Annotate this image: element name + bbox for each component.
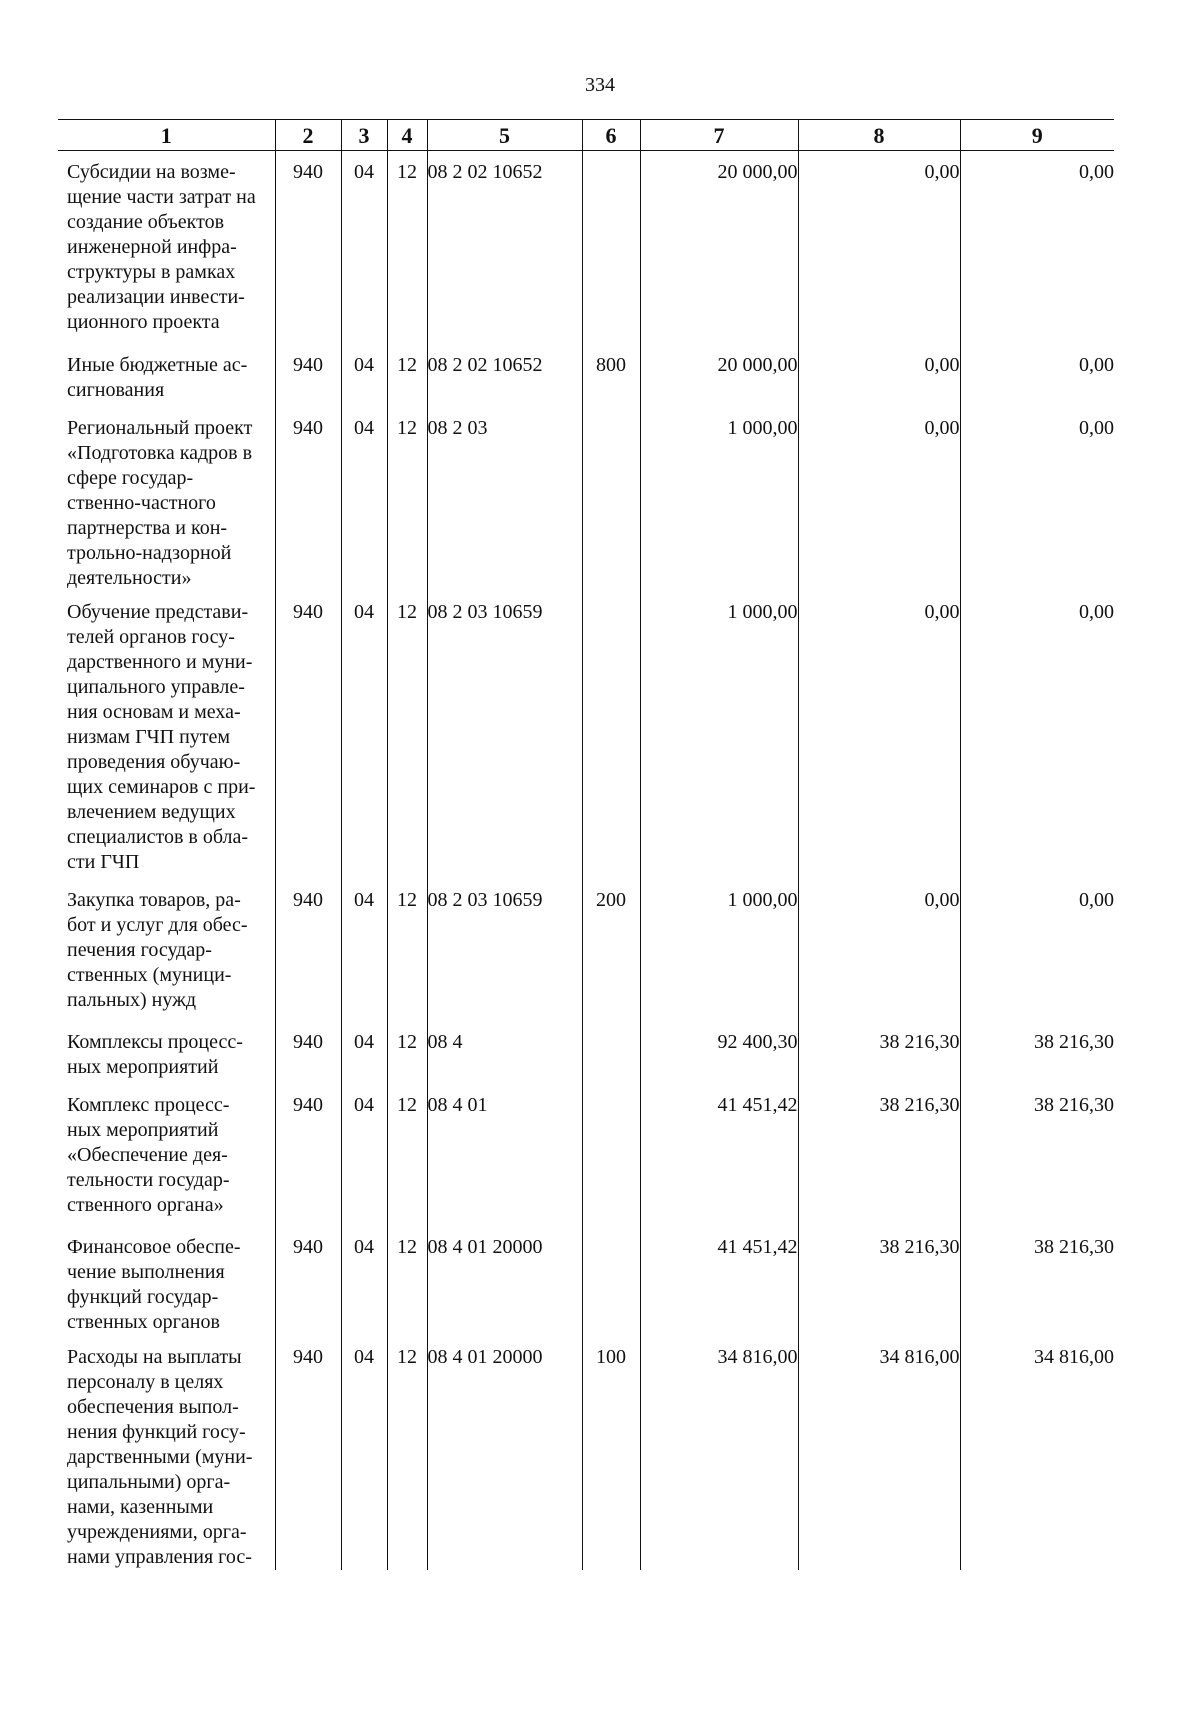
budget-code-cell: 940 [275, 1021, 341, 1084]
budget-table [58, 119, 1114, 1570]
expense-type-cell [582, 151, 640, 344]
subsection-cell: 12 [387, 1084, 427, 1226]
expense-type-cell: 800 [582, 344, 640, 407]
description-line: телей органов госу- [67, 625, 235, 648]
amount-2024-cell: 34 816,00 [640, 1336, 798, 1570]
description-line: ственных (муници- [67, 963, 232, 986]
expense-type-cell [582, 591, 640, 879]
description-line: ных мероприятий [67, 1055, 219, 1078]
amount-2025-cell: 0,00 [798, 879, 960, 1021]
amount-2026-cell: 0,00 [960, 591, 1114, 879]
amount-2026-cell: 0,00 [960, 151, 1114, 344]
description-line: «Подготовка кадров в [67, 441, 253, 464]
target-article-cell: 08 2 03 [427, 407, 582, 591]
description-line: создание объектов [67, 211, 225, 233]
description-cell [58, 407, 275, 591]
description-line: низмам ГЧП путем [67, 725, 231, 748]
description-line: Субсидии на возме- [67, 161, 236, 183]
subsection-cell: 12 [387, 1336, 427, 1570]
column-header: 4 [387, 120, 427, 151]
section-cell: 04 [341, 1084, 387, 1226]
column-header: 9 [960, 120, 1114, 151]
description-cell [58, 1226, 275, 1336]
subsection-cell: 12 [387, 879, 427, 1021]
description-line: сти ГЧП [67, 850, 140, 873]
description-line: ных мероприятий [67, 1118, 219, 1141]
budget-code-cell: 940 [275, 1336, 341, 1570]
amount-2024-cell: 1 000,00 [640, 591, 798, 879]
budget-code-cell: 940 [275, 591, 341, 879]
expense-type-cell: 200 [582, 879, 640, 1021]
description-line: Региональный проект [67, 416, 253, 439]
section-cell: 04 [341, 879, 387, 1021]
description-cell [58, 151, 275, 344]
description-line: персоналу в целях [67, 1370, 224, 1393]
description-line: деятельности» [67, 566, 192, 589]
subsection-cell: 12 [387, 151, 427, 344]
table-row [58, 1226, 1114, 1336]
table-row [58, 344, 1114, 407]
description-cell [58, 879, 275, 1021]
amount-2025-cell: 38 216,30 [798, 1226, 960, 1336]
description-cell [58, 1021, 275, 1084]
description-line: ния основам и меха- [67, 700, 241, 723]
description-line: Комплекс процесс- [67, 1093, 230, 1116]
description-line: «Обеспечение дея- [67, 1143, 228, 1166]
column-header: 1 [58, 120, 275, 151]
budget-code-cell: 940 [275, 151, 341, 344]
target-article-cell: 08 4 01 20000 [427, 1226, 582, 1336]
description-line: щение части затрат на [67, 186, 256, 208]
description-line: обеспечения выпол- [67, 1395, 239, 1418]
description-line: нами, казенными [67, 1495, 214, 1518]
description-line: функций государ- [67, 1285, 219, 1308]
description-line: тельности государ- [67, 1168, 230, 1191]
description-line: нения функций госу- [67, 1420, 246, 1443]
description-line: партнерства и кон- [67, 516, 228, 539]
subsection-cell: 12 [387, 344, 427, 407]
amount-2024-cell: 1 000,00 [640, 407, 798, 591]
description-line: ципального управле- [67, 675, 245, 698]
amount-2026-cell: 38 216,30 [960, 1021, 1114, 1084]
section-cell: 04 [341, 1226, 387, 1336]
budget-code-cell: 940 [275, 879, 341, 1021]
table-row [58, 1336, 1114, 1570]
amount-2025-cell: 0,00 [798, 407, 960, 591]
header-row [58, 120, 1114, 151]
amount-2025-cell: 34 816,00 [798, 1336, 960, 1570]
budget-code-cell: 940 [275, 344, 341, 407]
table-row [58, 1021, 1114, 1084]
description-line: бот и услуг для обес- [67, 913, 248, 936]
description-line: дарственного и муни- [67, 650, 253, 673]
budget-code-cell: 940 [275, 1084, 341, 1226]
description-line: инженерной инфра- [67, 236, 237, 258]
target-article-cell: 08 4 01 [427, 1084, 582, 1226]
description-line: реализации инвести- [67, 286, 245, 308]
amount-2026-cell: 34 816,00 [960, 1336, 1114, 1570]
amount-2026-cell: 38 216,30 [960, 1084, 1114, 1226]
expense-type-cell: 100 [582, 1336, 640, 1570]
amount-2025-cell: 0,00 [798, 591, 960, 879]
target-article-cell: 08 2 03 10659 [427, 879, 582, 1021]
description-line: Обучение представи- [67, 600, 249, 623]
description-line: Иные бюджетные ас- [67, 353, 248, 376]
description-line: проведения обучаю- [67, 750, 241, 773]
subsection-cell: 12 [387, 591, 427, 879]
description-line: Комплексы процесс- [67, 1030, 243, 1053]
section-cell: 04 [341, 1021, 387, 1084]
section-cell: 04 [341, 591, 387, 879]
column-header: 5 [427, 120, 582, 151]
target-article-cell: 08 2 02 10652 [427, 151, 582, 344]
description-line: Финансовое обеспе- [67, 1235, 241, 1258]
subsection-cell: 12 [387, 1021, 427, 1084]
description-line: чение выполнения [67, 1260, 225, 1283]
table-row [58, 151, 1114, 344]
expense-type-cell [582, 1084, 640, 1226]
amount-2025-cell: 0,00 [798, 151, 960, 344]
section-cell: 04 [341, 1336, 387, 1570]
description-line: ственно-частного [67, 491, 216, 514]
subsection-cell: 12 [387, 1226, 427, 1336]
expense-type-cell [582, 1226, 640, 1336]
target-article-cell: 08 4 01 20000 [427, 1336, 582, 1570]
column-header: 2 [275, 120, 341, 151]
budget-code-cell: 940 [275, 407, 341, 591]
description-line: структуры в рамках [67, 261, 236, 283]
amount-2025-cell: 38 216,30 [798, 1021, 960, 1084]
section-cell: 04 [341, 407, 387, 591]
amount-2024-cell: 20 000,00 [640, 344, 798, 407]
description-line: сфере государ- [67, 466, 194, 489]
expense-type-cell [582, 1021, 640, 1084]
section-cell: 04 [341, 344, 387, 407]
amount-2024-cell: 41 451,42 [640, 1084, 798, 1226]
description-line: ципальными) орга- [67, 1470, 231, 1493]
amount-2026-cell: 0,00 [960, 879, 1114, 1021]
column-header: 6 [582, 120, 640, 151]
amount-2024-cell: 1 000,00 [640, 879, 798, 1021]
description-cell [58, 1336, 275, 1570]
column-header: 3 [341, 120, 387, 151]
description-cell [58, 591, 275, 879]
table-row [58, 879, 1114, 1021]
description-cell [58, 1084, 275, 1226]
description-line: печения государ- [67, 938, 212, 961]
amount-2024-cell: 41 451,42 [640, 1226, 798, 1336]
budget-code-cell: 940 [275, 1226, 341, 1336]
description-line: Закупка товаров, ра- [67, 888, 241, 911]
amount-2024-cell: 92 400,30 [640, 1021, 798, 1084]
description-line: влечением ведущих [67, 800, 236, 823]
description-line: дарственными (муни- [67, 1445, 253, 1468]
description-line: нами управления гос- [67, 1545, 252, 1568]
description-line: пальных) нужд [67, 988, 197, 1011]
subsection-cell: 12 [387, 407, 427, 591]
table-row [58, 591, 1114, 879]
target-article-cell: 08 2 03 10659 [427, 591, 582, 879]
amount-2026-cell: 0,00 [960, 407, 1114, 591]
target-article-cell: 08 4 [427, 1021, 582, 1084]
amount-2025-cell: 0,00 [798, 344, 960, 407]
description-line: ционного проекта [67, 311, 220, 333]
section-cell: 04 [341, 151, 387, 344]
table-row [58, 407, 1114, 591]
description-line: ственного органа» [67, 1193, 224, 1216]
amount-2025-cell: 38 216,30 [798, 1084, 960, 1226]
amount-2026-cell: 38 216,30 [960, 1226, 1114, 1336]
expense-type-cell [582, 407, 640, 591]
description-cell [58, 344, 275, 407]
amount-2024-cell: 20 000,00 [640, 151, 798, 344]
description-line: сигнования [67, 378, 165, 401]
target-article-cell: 08 2 02 10652 [427, 344, 582, 407]
page-number: 334 [585, 74, 615, 96]
description-line: специалистов в обла- [67, 825, 249, 848]
description-line: щих семинаров с при- [67, 775, 256, 798]
column-header: 8 [798, 120, 960, 151]
column-header: 7 [640, 120, 798, 151]
description-line: учреждениями, орга- [67, 1520, 247, 1543]
description-line: ственных органов [67, 1310, 220, 1333]
description-line: Расходы на выплаты [67, 1345, 242, 1368]
amount-2026-cell: 0,00 [960, 344, 1114, 407]
description-line: трольно-надзорной [67, 541, 232, 564]
table-row [58, 1084, 1114, 1226]
